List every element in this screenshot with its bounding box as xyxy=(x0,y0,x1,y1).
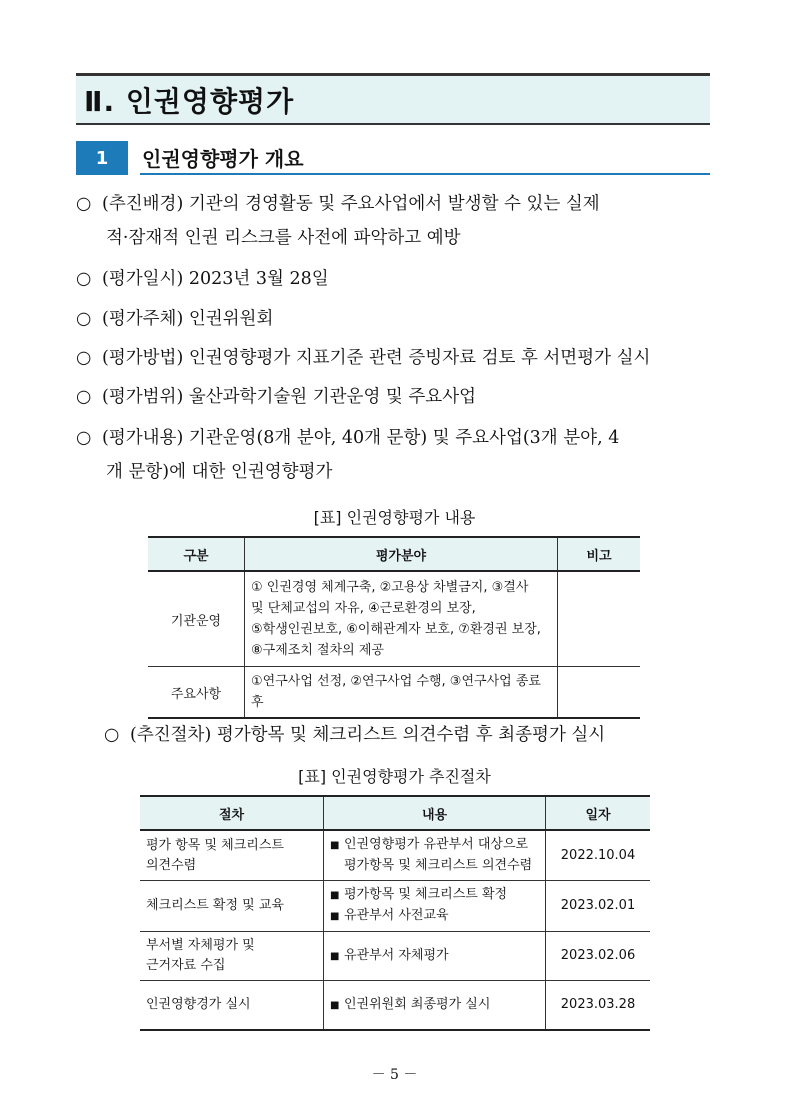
content-item-text: 유관부서 자체평가 xyxy=(344,947,449,963)
bullet-method xyxy=(76,341,716,375)
table-header: 구분 xyxy=(148,537,245,571)
bullet-text: (추진배경) 기관의 경영활동 및 주요사업에서 발생할 수 있는 실제 xyxy=(102,194,600,214)
table2-caption: [표] 인권영향평가 추진절차 xyxy=(298,767,491,786)
table-cell-date: 2022.10.04 xyxy=(546,830,651,881)
content-line: ⑧구제조치 절차의 제공 xyxy=(251,643,384,658)
table-row xyxy=(140,981,650,1031)
bullet-procedure xyxy=(104,718,724,752)
section-number: 1 xyxy=(76,141,128,175)
bullet-mark: ○ xyxy=(76,269,92,289)
content-item xyxy=(330,885,539,906)
table-cell-step xyxy=(140,830,324,881)
table-cell-content xyxy=(324,981,546,1031)
step-line: 인권영향경가 실시 xyxy=(146,997,251,1012)
procedure-table xyxy=(140,795,650,1031)
section-heading xyxy=(76,141,710,175)
content-item-text: 인권위원회 최종평가 실시 xyxy=(344,996,491,1012)
content-item xyxy=(330,835,539,856)
content-line: 및 단체교섭의 자유, ④근로환경의 보장, xyxy=(251,601,476,616)
table-cell-step xyxy=(140,932,324,981)
content-item-text: 평가항목 및 체크리스트 확정 xyxy=(344,887,508,902)
table-cell-note xyxy=(558,571,641,667)
bullet-mark: ○ xyxy=(76,194,92,214)
square-bullet-icon: ■ xyxy=(330,911,340,922)
step-line: 근거자료 수집 xyxy=(146,958,226,973)
table-cell-content xyxy=(324,932,546,981)
table-cell-content xyxy=(245,667,558,719)
bullet-text-continued: 개 문항)에 대한 인권영향평가 xyxy=(106,462,333,482)
bullet-date xyxy=(76,262,716,296)
table-row xyxy=(148,667,640,719)
table-cell-category: 주요사항 xyxy=(148,667,245,719)
chapter-title: Ⅱ. 인권영향평가 xyxy=(76,73,710,125)
bullet-text: (평가범위) 울산과학기술원 기관운영 및 주요사업 xyxy=(102,387,477,407)
square-bullet-icon: ■ xyxy=(330,999,340,1011)
bullet-mark: ○ xyxy=(76,428,92,448)
content-item-text: 유관부서 사전교육 xyxy=(344,908,449,923)
step-line: 평가 항목 및 체크리스트 xyxy=(146,837,284,853)
table-header: 내용 xyxy=(324,796,546,830)
content-item-text: 인권영향평가 유관부서 대상으로 xyxy=(344,837,529,852)
content-item xyxy=(330,906,539,927)
table-header-row xyxy=(148,537,640,571)
table-header-row xyxy=(140,796,650,830)
table-cell-step xyxy=(140,881,324,932)
table-cell-date: 2023.02.01 xyxy=(546,881,651,932)
table-row xyxy=(140,881,650,932)
section-title: 인권영향평가 개요 xyxy=(140,141,710,175)
bullet-mark: ○ xyxy=(76,387,92,407)
bullet-mark: ○ xyxy=(76,348,92,368)
step-line: 체크리스트 확정 및 교육 xyxy=(146,898,284,913)
bullet-text: (평가주체) 인권위원회 xyxy=(102,309,274,329)
bullet-text: (평가내용) 기관운영(8개 분야, 40개 문항) 및 주요사업(3개 분야, 4 xyxy=(102,428,620,448)
table-cell-date: 2023.03.28 xyxy=(546,981,651,1031)
content-item-text: 평가항목 및 체크리스트 의견수렴 xyxy=(344,858,533,873)
page-number: － 5 － xyxy=(371,1067,418,1083)
bullet-text: (평가일시) 2023년 3월 28일 xyxy=(102,269,329,289)
square-bullet-icon: ■ xyxy=(330,890,340,901)
table-header: 일자 xyxy=(546,796,651,830)
bullet-text-continued: 적·잠재적 인권 리스크를 사전에 파악하고 예방 xyxy=(106,228,461,248)
content-line: ⑤학생인권보호, ⑥이해관계자 보호, ⑦환경권 보장, xyxy=(251,622,541,637)
bullet-subject xyxy=(76,302,716,336)
table-cell-content xyxy=(324,830,546,881)
table-cell-content xyxy=(324,881,546,932)
bullet-text: (추진절차) 평가항목 및 체크리스트 의견수렴 후 최종평가 실시 xyxy=(130,725,606,745)
content-line: ①연구사업 선정, ②연구사업 수행, ③연구사업 종료 후 xyxy=(251,674,541,710)
bullet-mark: ○ xyxy=(76,309,92,329)
table-header: 평가분야 xyxy=(245,537,558,571)
table-cell-content xyxy=(245,571,558,667)
content-item xyxy=(330,946,539,967)
content-item xyxy=(330,995,539,1016)
bullet-content xyxy=(76,421,716,489)
bullet-text: (평가방법) 인권영향평가 지표기준 관련 증빙자료 검토 후 서면평가 실시 xyxy=(102,348,651,368)
table-cell-date: 2023.02.06 xyxy=(546,932,651,981)
table-cell-step xyxy=(140,981,324,1031)
table-row xyxy=(140,830,650,881)
table1-caption: [표] 인권영향평가 내용 xyxy=(313,508,476,527)
step-line: 의견수렴 xyxy=(146,857,197,873)
table-row xyxy=(148,571,640,667)
step-line: 부서별 자체평가 및 xyxy=(146,938,255,953)
bullet-mark: ○ xyxy=(104,725,120,745)
table-row xyxy=(140,932,650,981)
table-cell-note xyxy=(558,667,641,719)
evaluation-content-table xyxy=(148,536,640,719)
content-line: ① 인권경영 체계구축, ②고용상 차별금지, ③결사 xyxy=(251,580,529,595)
table-cell-category: 기관운영 xyxy=(148,571,245,667)
bullet-background xyxy=(76,187,716,255)
table-header: 비고 xyxy=(558,537,641,571)
square-bullet-icon: ■ xyxy=(330,840,340,851)
content-item xyxy=(330,856,539,876)
table-header: 절차 xyxy=(140,796,324,830)
square-bullet-icon: ■ xyxy=(330,950,340,962)
bullet-scope xyxy=(76,380,716,414)
